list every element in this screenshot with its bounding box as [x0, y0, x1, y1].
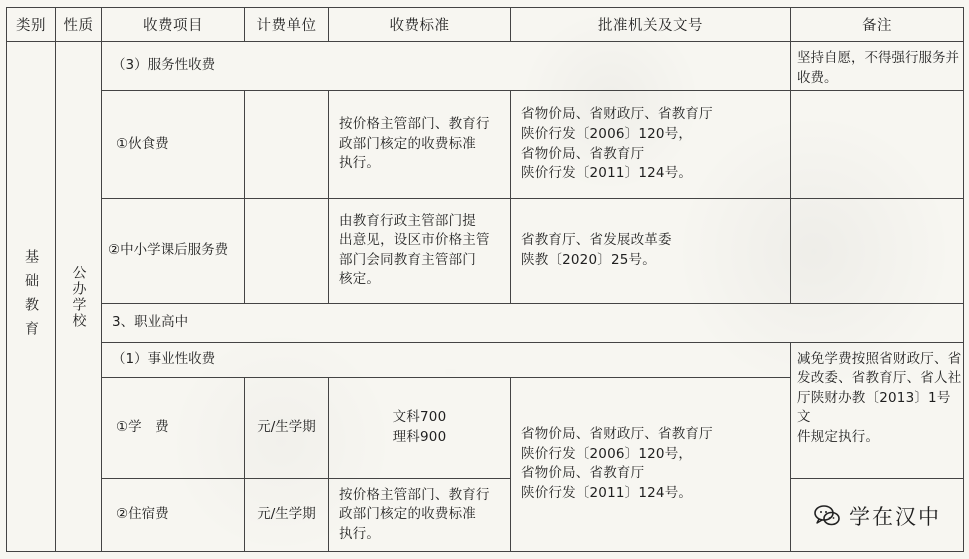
dorm-fee-remarks — [791, 479, 964, 552]
fee-standard-table — [6, 7, 964, 552]
header-nature: 性质 — [56, 8, 102, 42]
header-category: 类别 — [7, 8, 56, 42]
nature-cell — [56, 42, 102, 552]
vocational-approval: 省物价局、省财政厅、省教育厅 陕价行发〔2006〕120号， 省物价局、省教育厅 陕价行发〔2011〕124号。 — [511, 377, 791, 552]
service-fee-row — [7, 42, 964, 91]
category-label: 基础教育 — [23, 248, 39, 345]
after-school-fee-standard: 由教育行政主管部门提 出意见，设区市价格主管 部门会同教育主管部门 核定。 — [329, 198, 511, 303]
dorm-fee-item: ②住宿费 — [102, 479, 245, 552]
meal-fee-remarks — [791, 91, 964, 199]
vocational-high-row — [7, 303, 964, 342]
business-fee-title: （1）事业性收费 — [102, 342, 791, 377]
header-fee-item: 收费项目 — [102, 8, 245, 42]
after-school-fee-remarks — [791, 198, 964, 303]
header-remarks: 备注 — [791, 8, 964, 42]
service-fee-remarks: 坚持自愿，不得强行服务并收费。 — [791, 42, 964, 91]
dorm-fee-unit: 元/生学期 — [245, 479, 329, 552]
after-school-fee-approval: 省教育厅、省发展改革委 陕教〔2020〕25号。 — [511, 198, 791, 303]
header-standard: 收费标准 — [329, 8, 511, 42]
tuition-unit: 元/生学期 — [245, 377, 329, 479]
business-fee-row — [7, 342, 964, 377]
meal-fee-standard: 按价格主管部门、教育行 政部门核定的收费标准 执行。 — [329, 91, 511, 199]
meal-fee-item: ①伙食费 — [102, 91, 245, 199]
dorm-fee-row — [7, 479, 964, 552]
after-school-fee-item: ②中小学课后服务费 — [102, 198, 245, 303]
table-header-row — [7, 8, 964, 42]
meal-fee-unit — [245, 91, 329, 199]
category-cell — [7, 42, 56, 552]
tuition-remarks: 减免学费按照省财政厅、省 发改委、省教育厅、省人社 厅陕财办教〔2013〕1号文 件规定执行。 — [791, 342, 964, 478]
meal-fee-approval: 省物价局、省财政厅、省教育厅 陕价行发〔2006〕120号， 省物价局、省教育厅 陕价行发〔2011〕124号。 — [511, 91, 791, 199]
header-approval: 批准机关及文号 — [511, 8, 791, 42]
after-school-fee-row — [7, 198, 964, 303]
meal-fee-row — [7, 91, 964, 199]
service-fee-title: （3）服务性收费 — [102, 42, 791, 91]
watermark-text: 学在汉中 — [849, 504, 941, 529]
tuition-item: ①学 费 — [102, 377, 245, 479]
header-unit: 计费单位 — [245, 8, 329, 42]
vocational-high-title: 3、职业高中 — [102, 303, 964, 342]
dorm-fee-standard: 按价格主管部门、教育行 政部门核定的收费标准 执行。 — [329, 479, 511, 552]
nature-label: 公办学校 — [70, 264, 87, 329]
after-school-fee-unit — [245, 198, 329, 303]
tuition-standard: 文科700 理科900 — [329, 377, 511, 479]
